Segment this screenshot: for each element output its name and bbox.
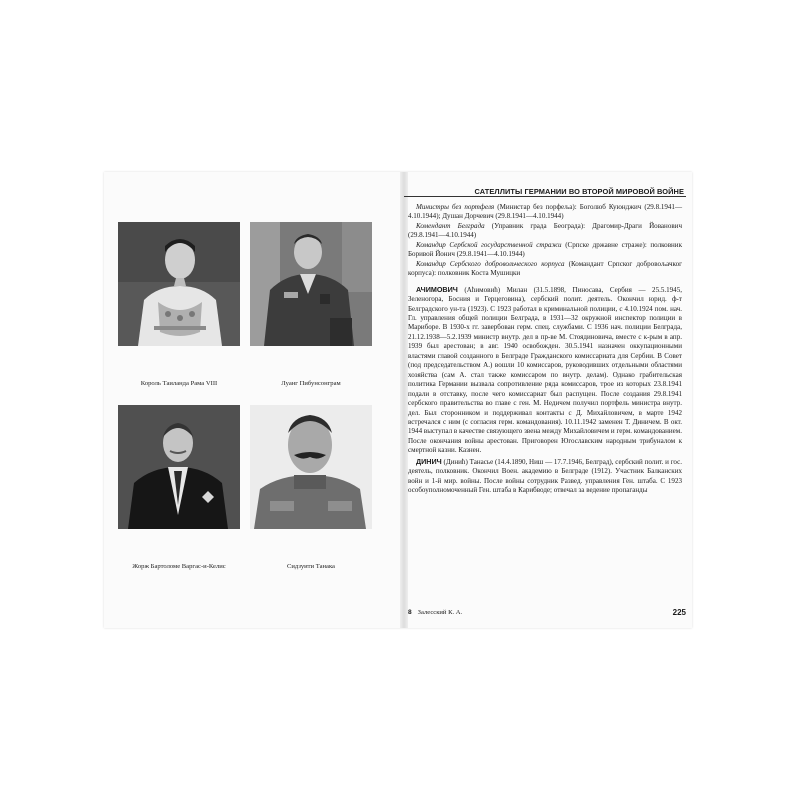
- role-title: Комендант Белграда: [416, 221, 485, 230]
- photo-caption: Жорж Бартоломе Варгас-и-Келис: [132, 563, 226, 570]
- entry-text: (Аћимовић) Милан (31.5.1898, Пиносава, Сербия — 25.5.1945, Зеленогора, Босния и Герцеговина), сербский полит. деятель. Окончил юрид. ф-т Белградского ун-та (1923). С 1923 работал в криминальной полиции, с 4.10.1924 пом. нач. Гл. управления общей полиции Белграда, в 1931—32 окружной инспектор полиции в Мариборе. В 1930-х гг. завербован герм. спец. службами. С 1936 нач. полиции Белграда, 21.12.1938—5.2.1939 министр внутр. дел в пр-ве М. Стоядиновича, вместе с к-рым в апр. 1939 был арестован; в авг. 1940 освобожден. 30.5.1941 назначен оккупационными властями главой созданного в Белграде Гражданского комиссариата для Сербии. В Совет (под председательством А.) вошли 10 комиссаров, руководивших отдельными областями хозяйства (сам А. стал также комиссаром по внутр. делам). Однако грабительская политика Германии вызвала сопротивление ряда комиссаров, трое из которых 23.8.1941 подали в отставку, после чего комиссариат был распущен. После создания 29.8.1941 сербского правительства во главе с ген. М. Недичем получил портфель министра внутр. дел. Был сторонником и поддерживал контакты с Д. Михайловичем, в марте 1942 встречался с ним (с согласия герм. командования). 10.11.1942 заменен Т. Диничем. В окт. 1944 выступал в качестве связующего звена между Михайловичем и герм. командованием. После окончания войны арестован. Приговорен Югославским народным трибуналом к смертной казни. Казнен.: [408, 285, 682, 455]
- body-text: [408, 203, 682, 496]
- portrait-vargas-icon: [118, 405, 240, 529]
- photo-caption: Луанг Пибунсонграм: [281, 380, 341, 387]
- entry-text: (Динић) Танасье (14.4.1890, Ниш — 17.7.1946, Белград), сербский полит. и гос. деятель, полковник. Окончил Воен. академию в Белграде (1912). Участник Балканских войн и 1-й мир. войны. После войны сотрудник Развед. управления Ген. штаба. С 1923 особоуполномоченный Ген. штаба в Карибводе; отвечал за ведение пропаганды: [408, 457, 682, 495]
- paragraph-text: (Управник града Београда): Драгомир-Драги Йованович (29.8.1941—4.10.1944): [408, 221, 682, 240]
- portrait-rama-viii-icon: [118, 222, 240, 346]
- right-page: [408, 172, 692, 628]
- book-spread: [104, 172, 692, 628]
- portrait-phibun-icon: [250, 222, 372, 346]
- paragraph-text: (Командант Српског добровољачког корпуса): полковник Коста Мушицки: [408, 259, 682, 278]
- paragraph: [408, 222, 682, 241]
- entry-headword: АЧИМОВИЧ: [416, 284, 458, 294]
- header-rule: [404, 196, 686, 197]
- running-head: САТЕЛЛИТЫ ГЕРМАНИИ ВО ВТОРОЙ МИРОВОЙ ВОЙНЕ: [474, 187, 684, 196]
- paragraph-text: (Министар без порфеља): Боголюб Куюнджич (29.8.1941—4.10.1944); Душан Дорчевич (29.8.1941—4.10.1944): [408, 203, 682, 221]
- page-number: 225: [672, 608, 686, 617]
- role-title: Министры без портфеля: [416, 203, 495, 211]
- footer-author: Залесский К. А.: [417, 609, 463, 616]
- portrait-tanaka-icon: [250, 405, 372, 529]
- paragraph: [408, 241, 682, 260]
- photo-caption: Сидзуити Танака: [287, 563, 335, 570]
- photo-caption: Король Таиланда Рама VIII: [140, 380, 218, 387]
- paragraph: [408, 203, 682, 222]
- signature-mark: 8: [408, 609, 412, 616]
- role-title: Командир Сербского добровольческого корпуса: [416, 259, 565, 268]
- role-title: Командир Сербской государственной стражи: [416, 240, 562, 249]
- entry-headword: ДИНИЧ: [416, 456, 442, 466]
- paragraph-text: (Српске државне страже): полковник Боривой Йонич (29.8.1941—4.10.1944): [408, 240, 682, 259]
- page-gutter: [400, 172, 408, 628]
- dictionary-entry: [408, 457, 682, 496]
- dictionary-entry: [408, 285, 682, 456]
- paragraph: [408, 260, 682, 279]
- left-page: [104, 172, 400, 628]
- page-footer: [408, 609, 462, 616]
